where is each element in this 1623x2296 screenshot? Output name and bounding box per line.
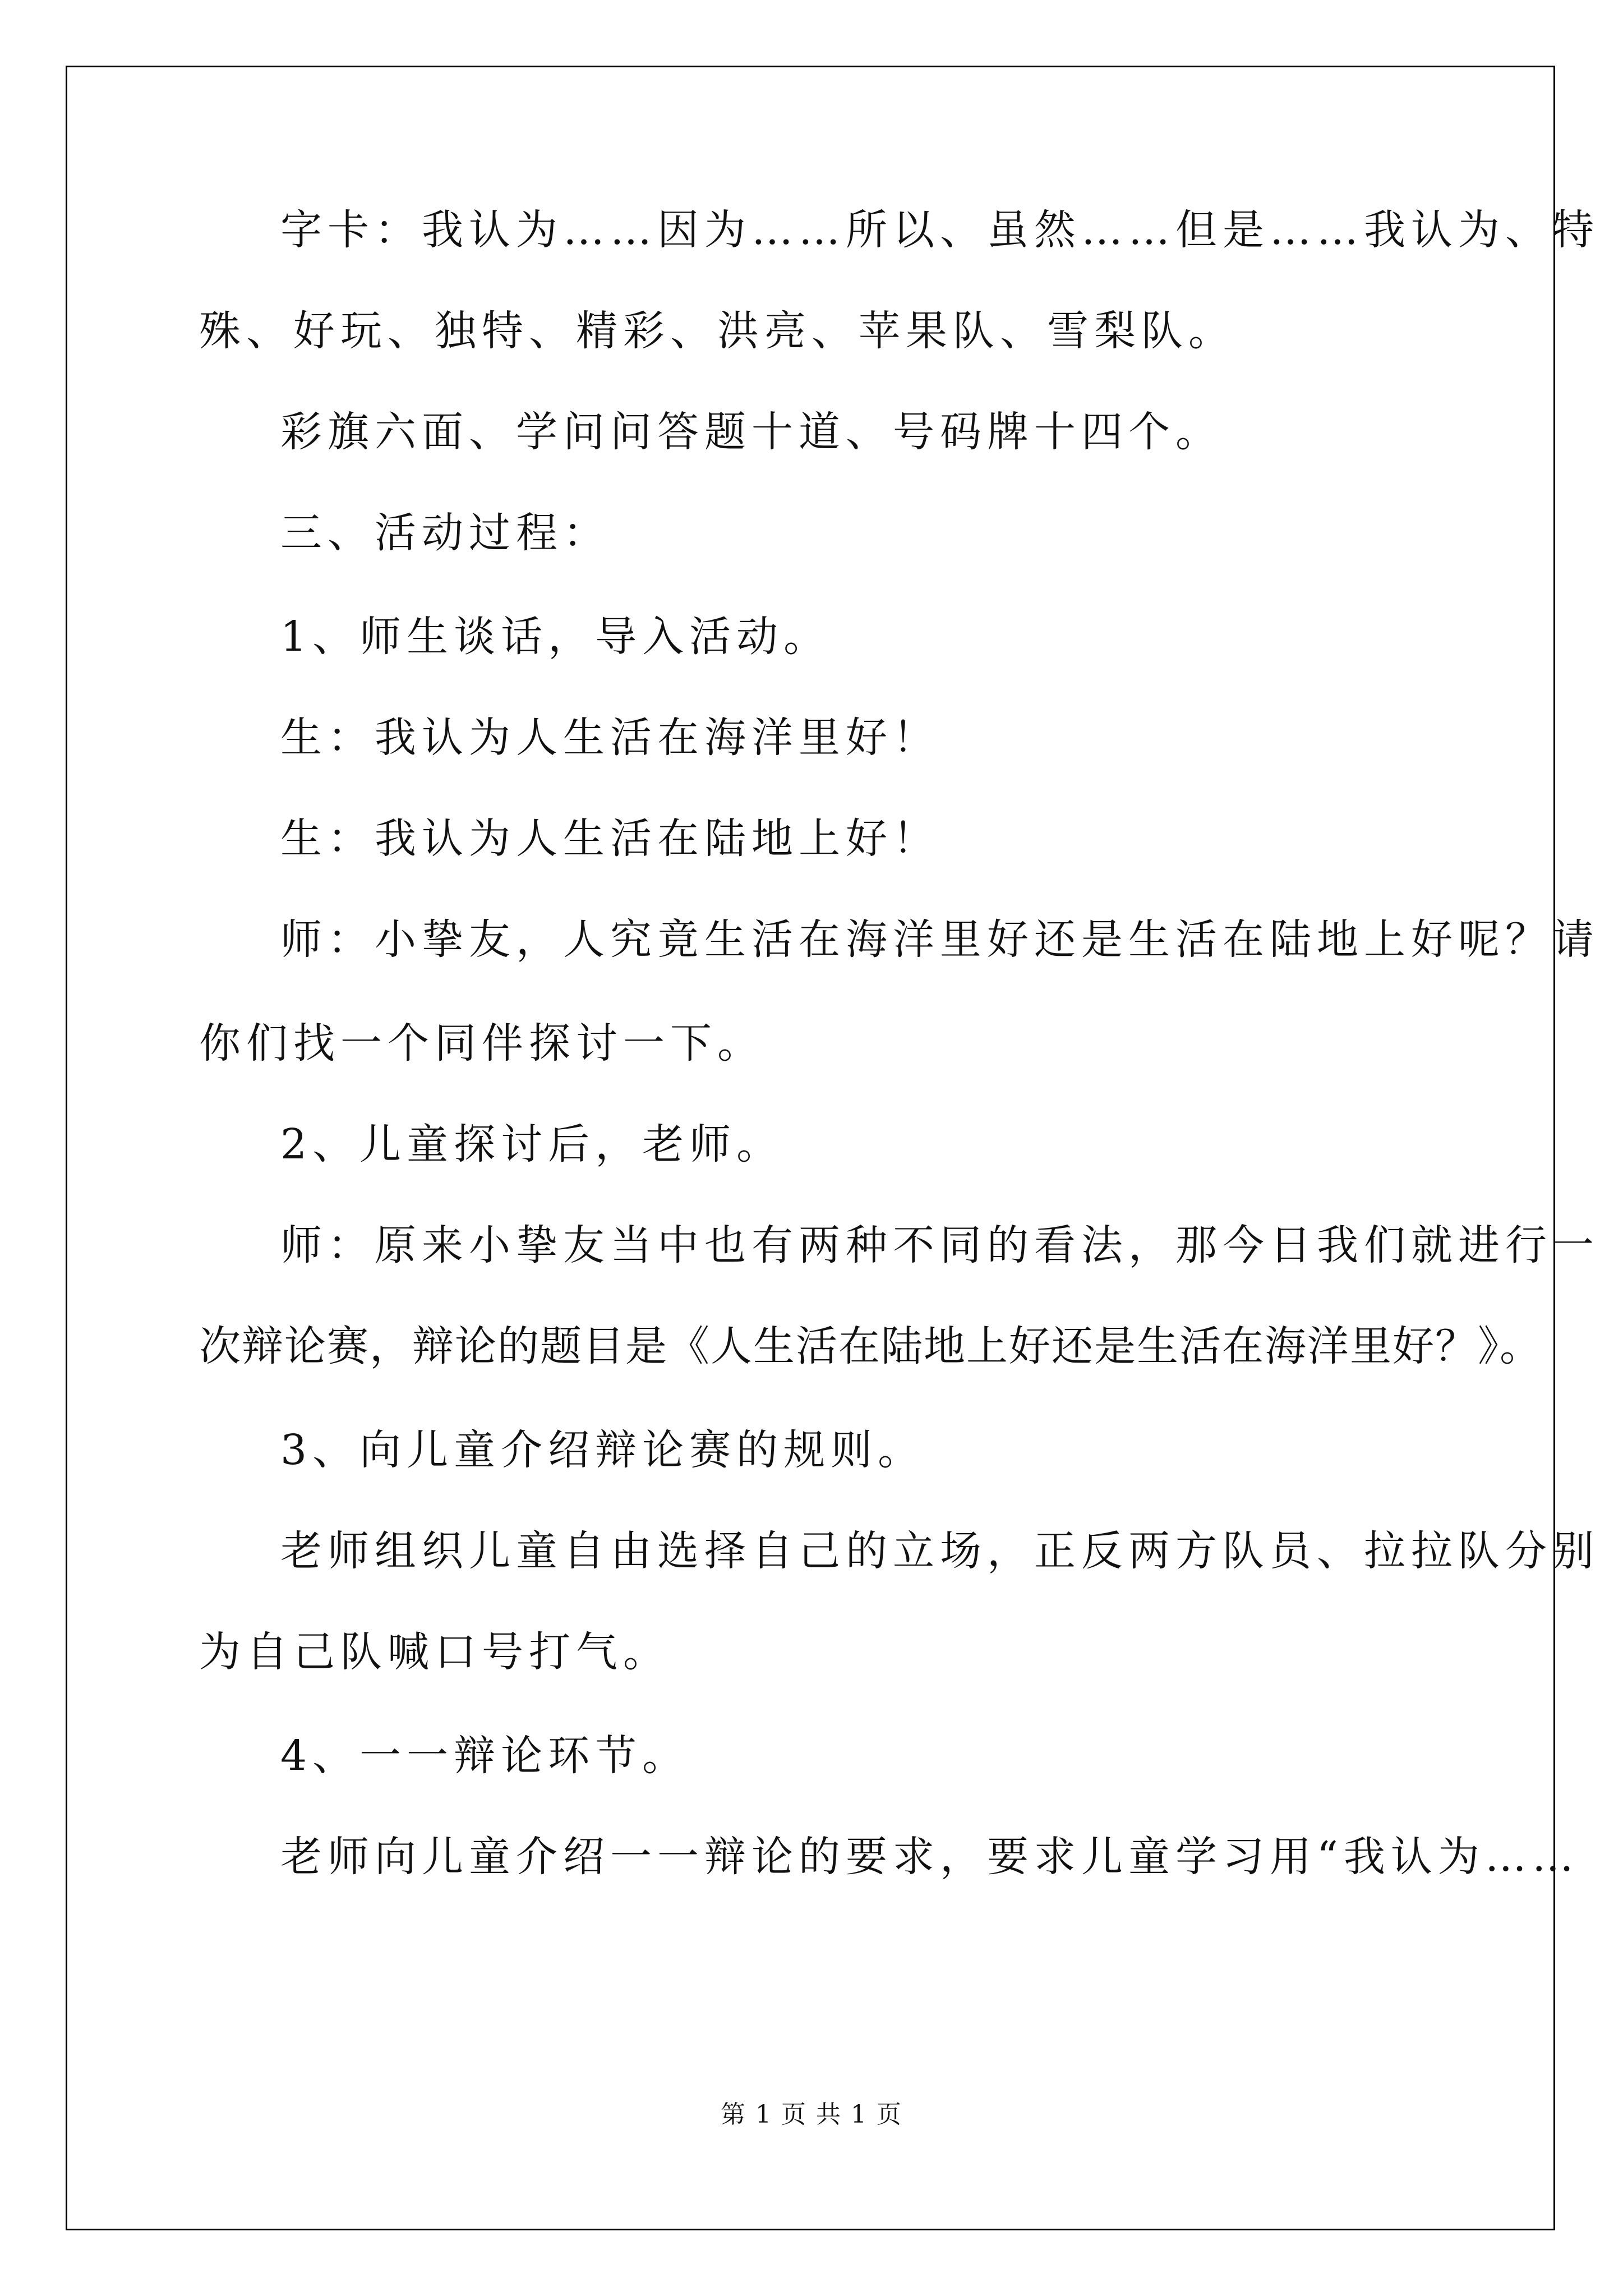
text-line: 为自己队喊口号打气。 [199, 1628, 670, 1676]
text-line: 你们找一个同伴探讨一下。 [199, 1019, 764, 1068]
page-number-footer: 第 1 页 共 1 页 [721, 2100, 902, 2129]
text-line: 4、一一辩论环节。 [280, 1732, 690, 1780]
text-line: 1、师生谈话，导入活动。 [280, 613, 831, 661]
text-line: 生：我认为人生活在海洋里好！ [280, 714, 940, 762]
text-line: 三、活动过程： [280, 509, 610, 557]
text-line: 生：我认为人生活在陆地上好！ [280, 815, 940, 863]
text-line: 2、儿童探讨后，老师。 [280, 1120, 784, 1168]
text-line: 老师组织儿童自由选择自己的立场，正反两方队员、拉拉队分别 [280, 1527, 1599, 1575]
text-line: 彩旗六面、学问问答题十道、号码牌十四个。 [280, 408, 1223, 456]
text-line: 老师向儿童介绍一一辩论的要求，要求儿童学习用“我认为…… [280, 1833, 1579, 1881]
text-line: 3、向儿童介绍辩论赛的规则。 [280, 1426, 925, 1474]
text-line: 殊、好玩、独特、精彩、洪亮、苹果队、雪梨队。 [199, 307, 1235, 355]
text-line: 次辩论赛，辩论的题目是《人生活在陆地上好还是生活在海洋里好？》。 [199, 1322, 1542, 1370]
text-line: 字卡：我认为……因为……所以、虽然……但是……我认为、特 [280, 206, 1599, 254]
text-line: 师：小挚友，人究竟生活在海洋里好还是生活在陆地上好呢？请 [280, 915, 1599, 964]
text-line: 师：原来小挚友当中也有两种不同的看法，那今日我们就进行一 [280, 1221, 1599, 1269]
